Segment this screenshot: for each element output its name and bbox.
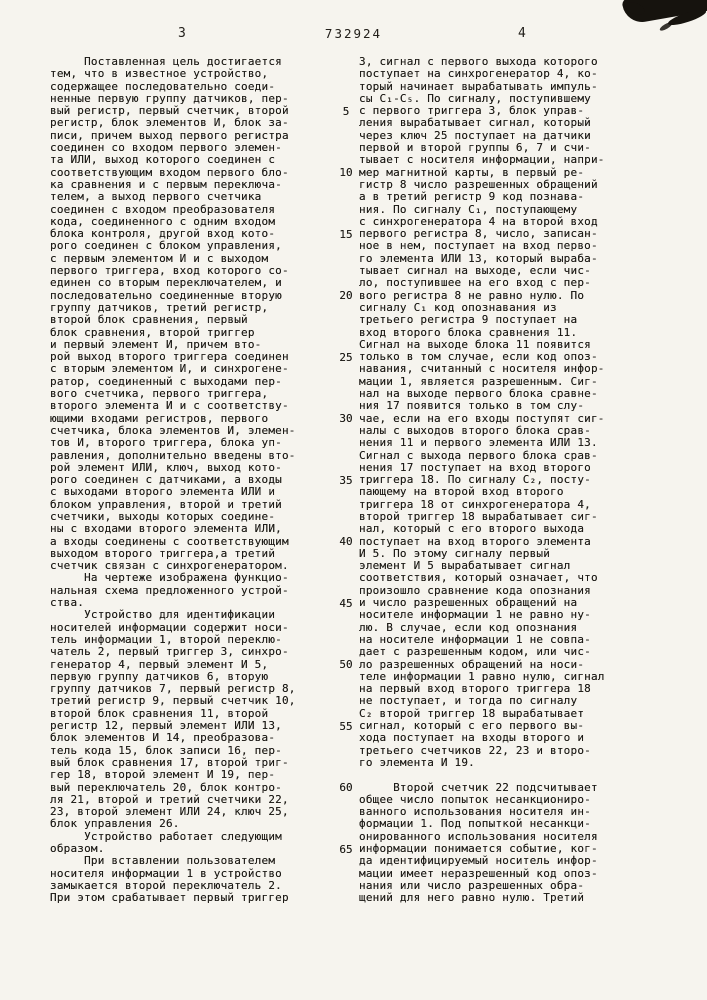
line-number: 30	[339, 412, 353, 425]
text-line: на первый вход второго триггера 18	[359, 682, 591, 696]
text-line: вый блок сравнения 17, второй триг-	[50, 755, 289, 769]
line-number: 45	[339, 596, 353, 610]
text-line: содержащее последовательно соеди-	[50, 79, 276, 93]
text-line: рой элемент ИЛИ, ключ, выход кото-	[50, 460, 282, 474]
right-column-text	[359, 56, 651, 904]
text-line: ства.	[50, 596, 85, 610]
text-line: блок элементов И 14, преобразова-	[50, 731, 276, 745]
text-line: соединен с входом преобразователя	[50, 202, 276, 216]
text-line: носителя информации 1 в устройство	[50, 866, 282, 880]
text-line: теле информации 1 равно нулю, сигнал	[359, 669, 605, 683]
text-line: формации 1. Под попыткой несанкци-	[359, 817, 591, 831]
text-line: ления вырабатывает сигнал, который	[359, 116, 591, 130]
text-line: тель кода 15, блок записи 16, пер-	[50, 743, 282, 757]
line-number: 10	[339, 166, 353, 179]
text-line: первого триггера, вход которого со-	[50, 264, 289, 278]
text-line: блок управления 26.	[50, 817, 180, 831]
text-line: поступает на синхрогенератор 4, ко-	[359, 67, 598, 81]
text-line: и число разрешенных обращений на	[359, 596, 578, 610]
text-line: блока контроля, другой вход кото-	[50, 227, 276, 241]
text-line: соответствующим входом первого бло-	[50, 165, 289, 179]
text-line: ющими входами регистров, первого	[50, 411, 269, 425]
text-line: писи, причем выход первого регистра	[50, 128, 289, 142]
text-line: третий регистр 9, первый счетчик 10,	[50, 694, 296, 708]
text-line: На чертеже изображена функцио-	[50, 571, 289, 585]
text-line: дает с разрешенным кодом, или чис-	[359, 645, 591, 659]
text-line: ля 21, второй и третий счетчики 22,	[50, 792, 289, 806]
text-line: второй триггер 18 вырабатывает сиг-	[359, 509, 598, 523]
text-line: ка сравнения и с первым переключа-	[50, 177, 282, 191]
text-line: тем, что в известное устройство,	[50, 67, 269, 81]
text-line: не поступает, и тогда по сигналу	[359, 694, 578, 708]
text-line: группу датчиков 7, первый регистр 8,	[50, 682, 296, 696]
text-line: триггера 18. По сигналу C₂, посту-	[359, 473, 591, 487]
text-line: Поставленная цель достигается	[50, 55, 282, 68]
text-line: а входы соединены с соответствующим	[50, 534, 289, 548]
text-line: ния 17 появится только в том слу-	[359, 399, 585, 413]
text-line: гистр 8 число разрешенных обращений	[359, 177, 598, 191]
text-line: торый начинает вырабатывать импуль-	[359, 79, 598, 93]
text-line: носителей информации содержит носи-	[50, 620, 289, 634]
text-line: общее число попыток несанкциониро-	[359, 792, 591, 806]
text-line: а в третий регистр 9 код познава-	[359, 190, 585, 204]
text-line: на носителе информации 1 не совпа-	[359, 632, 591, 646]
text-columns	[50, 56, 651, 904]
text-line: равления, дополнительно введены вто-	[50, 448, 296, 462]
line-number: 50	[339, 658, 353, 671]
text-line: При вставлении пользователем	[50, 854, 276, 868]
text-line: Сигнал на выходе блока 11 появится	[359, 337, 591, 351]
text-line: Устройство работает следующим	[50, 829, 282, 843]
text-line: тывает сигнал на выходе, если чис-	[359, 264, 591, 278]
text-line: сы C₁-C₅. По сигналу, поступившему	[359, 91, 591, 105]
text-line: нения 11 и первого элемента ИЛИ 13.	[359, 436, 598, 450]
text-line: хода поступает на входы второго и	[359, 731, 585, 745]
text-line: лю. В случае, если код опознания	[359, 620, 578, 634]
text-line: и первый элемент И, причем вто-	[50, 337, 262, 351]
text-line: пающему на второй вход второго	[359, 485, 564, 499]
text-line: группу датчиков, третий регистр,	[50, 300, 269, 314]
text-line: вход второго блока сравнения 11.	[359, 325, 578, 339]
text-line: ло разрешенных обращений на носи-	[359, 657, 585, 671]
text-line: тель информации 1, второй переклю-	[50, 632, 282, 646]
text-line: ния. По сигналу C₁, поступающему	[359, 202, 578, 216]
text-line: первую группу датчиков 6, вторую	[50, 669, 269, 683]
text-line: регистр 12, первый элемент ИЛИ 13,	[50, 719, 282, 733]
text-line: кода, соединенного с одним входом	[50, 214, 276, 228]
text-line: 23, второй элемент ИЛИ 24, ключ 25,	[50, 805, 289, 819]
text-line: телем, а выход первого счетчика	[50, 190, 262, 204]
text-line: третьего счетчиков 22, 23 и второ-	[359, 743, 591, 757]
text-line: навания, считанный с носителя инфор-	[359, 362, 605, 376]
text-line: го элемента И 19.	[359, 755, 475, 769]
line-number: 40	[339, 535, 353, 548]
line-number: 20	[339, 289, 353, 302]
text-line: ны с входами второго элемента ИЛИ,	[50, 522, 282, 536]
text-line: рой выход второго триггера соединен	[50, 350, 289, 364]
text-line: первой и второй группы 6, 7 и счи-	[359, 141, 591, 155]
line-number: 5	[342, 104, 350, 118]
line-numbers-gutter	[333, 56, 359, 904]
text-line: только в том случае, если код опоз-	[359, 350, 598, 364]
text-line: счетчик связан с синхрогенератором.	[50, 559, 289, 573]
text-line: При этом срабатывает первый триггер	[50, 891, 289, 905]
text-line: счетчика, блока элементов И, элемен-	[50, 423, 296, 437]
text-line: го элемента ИЛИ 13, который выраба-	[359, 251, 598, 265]
text-line: мации имеет неразрешенный код опоз-	[359, 866, 598, 880]
text-line: информации понимается событие, ког-	[359, 842, 598, 855]
text-line: рого соединен с блоком управления,	[50, 239, 282, 253]
text-line: блоком управления, второй и третий	[50, 497, 282, 511]
text-line: генератор 4, первый элемент И 5,	[50, 657, 269, 671]
text-line: образом.	[50, 842, 105, 855]
text-line: гер 18, второй элемент И 19, пер-	[50, 768, 276, 782]
text-line: вый переключатель 20, блок контро-	[50, 780, 282, 794]
page-number-right: 4	[518, 26, 526, 41]
text-line: сигнал, который с его первого вы-	[359, 719, 585, 733]
line-number: 55	[339, 719, 353, 733]
text-line: вого регистра 8 не равно нулю. По	[359, 288, 585, 302]
text-line: щений для него равно нулю. Третий	[359, 891, 585, 905]
text-line: ное в нем, поступает на вход перво-	[359, 239, 598, 253]
patent-number: 732924	[324, 26, 383, 41]
text-line: с первым элементом И и с выходом	[50, 251, 269, 265]
line-number: 25	[339, 350, 353, 364]
text-line: 3, сигнал с первого выхода которого	[359, 55, 598, 68]
text-line: налы с выходов второго блока срав-	[359, 423, 591, 437]
text-line: Второй счетчик 22 подсчитывает	[359, 780, 598, 794]
text-line: чае, если на его входы поступят сиг-	[359, 411, 605, 425]
text-line: через ключ 25 поступает на датчики	[359, 128, 591, 142]
text-line: Устройство для идентификации	[50, 608, 276, 622]
line-number: 15	[339, 227, 353, 241]
text-line: второй блок сравнения, первый	[50, 313, 248, 327]
text-line: сигналу C₁ код опознавания из	[359, 300, 557, 314]
text-line: нальная схема предложенного устрой-	[50, 583, 289, 597]
text-line: мер магнитной карты, в первый ре-	[359, 165, 585, 179]
text-line: ненные первую группу датчиков, пер-	[50, 91, 289, 105]
text-line: носителе информации 1 не равно ну-	[359, 608, 591, 622]
text-line: мации 1, является разрешенным. Сиг-	[359, 374, 598, 388]
text-line: нания или число разрешенных обра-	[359, 878, 585, 892]
text-line: триггера 18 от синхрогенератора 4,	[359, 497, 591, 511]
text-line: да идентифицируемый носитель инфор-	[359, 854, 598, 868]
text-line: тов И, второго триггера, блока уп-	[50, 436, 282, 450]
text-line: второго элемента И и с соответству-	[50, 399, 289, 413]
text-line: единен со вторым переключателем, и	[50, 276, 282, 290]
text-line: вого счетчика, первого триггера,	[50, 387, 269, 401]
text-line: соединен со входом первого элемен-	[50, 141, 282, 155]
text-line: нения 17 поступает на вход второго	[359, 460, 591, 474]
text-line: замыкается второй переключатель 2.	[50, 878, 282, 892]
left-column-text	[50, 56, 333, 904]
text-line: ванного использования носителя ин-	[359, 805, 591, 819]
line-number: 65	[339, 842, 353, 856]
line-number: 35	[339, 473, 353, 487]
text-line: нал, который с его второго выхода	[359, 522, 585, 536]
text-line: ло, поступившее на его вход с пер-	[359, 276, 591, 290]
text-line: И 5. По этому сигналу первый	[359, 546, 551, 560]
text-line: та ИЛИ, выход которого соединен с	[50, 153, 276, 167]
text-line: поступает на вход второго элемента	[359, 534, 591, 548]
text-line: счетчики, выходы которых соедине-	[50, 509, 276, 523]
text-line: с первого триггера 3, блок управ-	[359, 104, 585, 118]
line-number: 60	[339, 781, 353, 794]
text-line: соответствия, который означает, что	[359, 571, 598, 585]
text-line: выходом второго триггера,а третий	[50, 546, 276, 560]
text-line: элемент И 5 вырабатывает сигнал	[359, 559, 571, 573]
text-line: чатель 2, первый триггер 3, синхро-	[50, 645, 289, 659]
text-line	[359, 769, 651, 781]
text-line: ратор, соединенный с выходами пер-	[50, 374, 282, 388]
text-line: онированного использования носителя	[359, 829, 598, 843]
text-line: рого соединен с датчиками, а входы	[50, 473, 282, 487]
text-line: второй блок сравнения 11, второй	[50, 706, 269, 720]
text-line: с вторым элементом И, и синхрогене-	[50, 362, 289, 376]
text-line: вый регистр, первый счетчик, второй	[50, 104, 289, 118]
text-line: Сигнал с выхода первого блока срав-	[359, 448, 598, 462]
text-line: с выходами второго элемента ИЛИ и	[50, 485, 276, 499]
text-line: нал на выходе первого блока сравне-	[359, 387, 598, 401]
text-line: тывает с носителя информации, напри-	[359, 153, 605, 167]
text-line: блок сравнения, второй триггер	[50, 325, 255, 339]
text-line: C₂ второй триггер 18 вырабатывает	[359, 706, 585, 720]
text-line: последовательно соединенные вторую	[50, 288, 282, 302]
text-line: регистр, блок элементов И, блок за-	[50, 116, 289, 130]
page-number-left: 3	[178, 26, 186, 41]
text-line: третьего регистра 9 поступает на	[359, 313, 578, 327]
text-line: с синхрогенератора 4 на второй вход	[359, 214, 598, 228]
text-line: произошло сравнение кода опознания	[359, 583, 591, 597]
text-line: первого регистра 8, число, записан-	[359, 227, 598, 241]
